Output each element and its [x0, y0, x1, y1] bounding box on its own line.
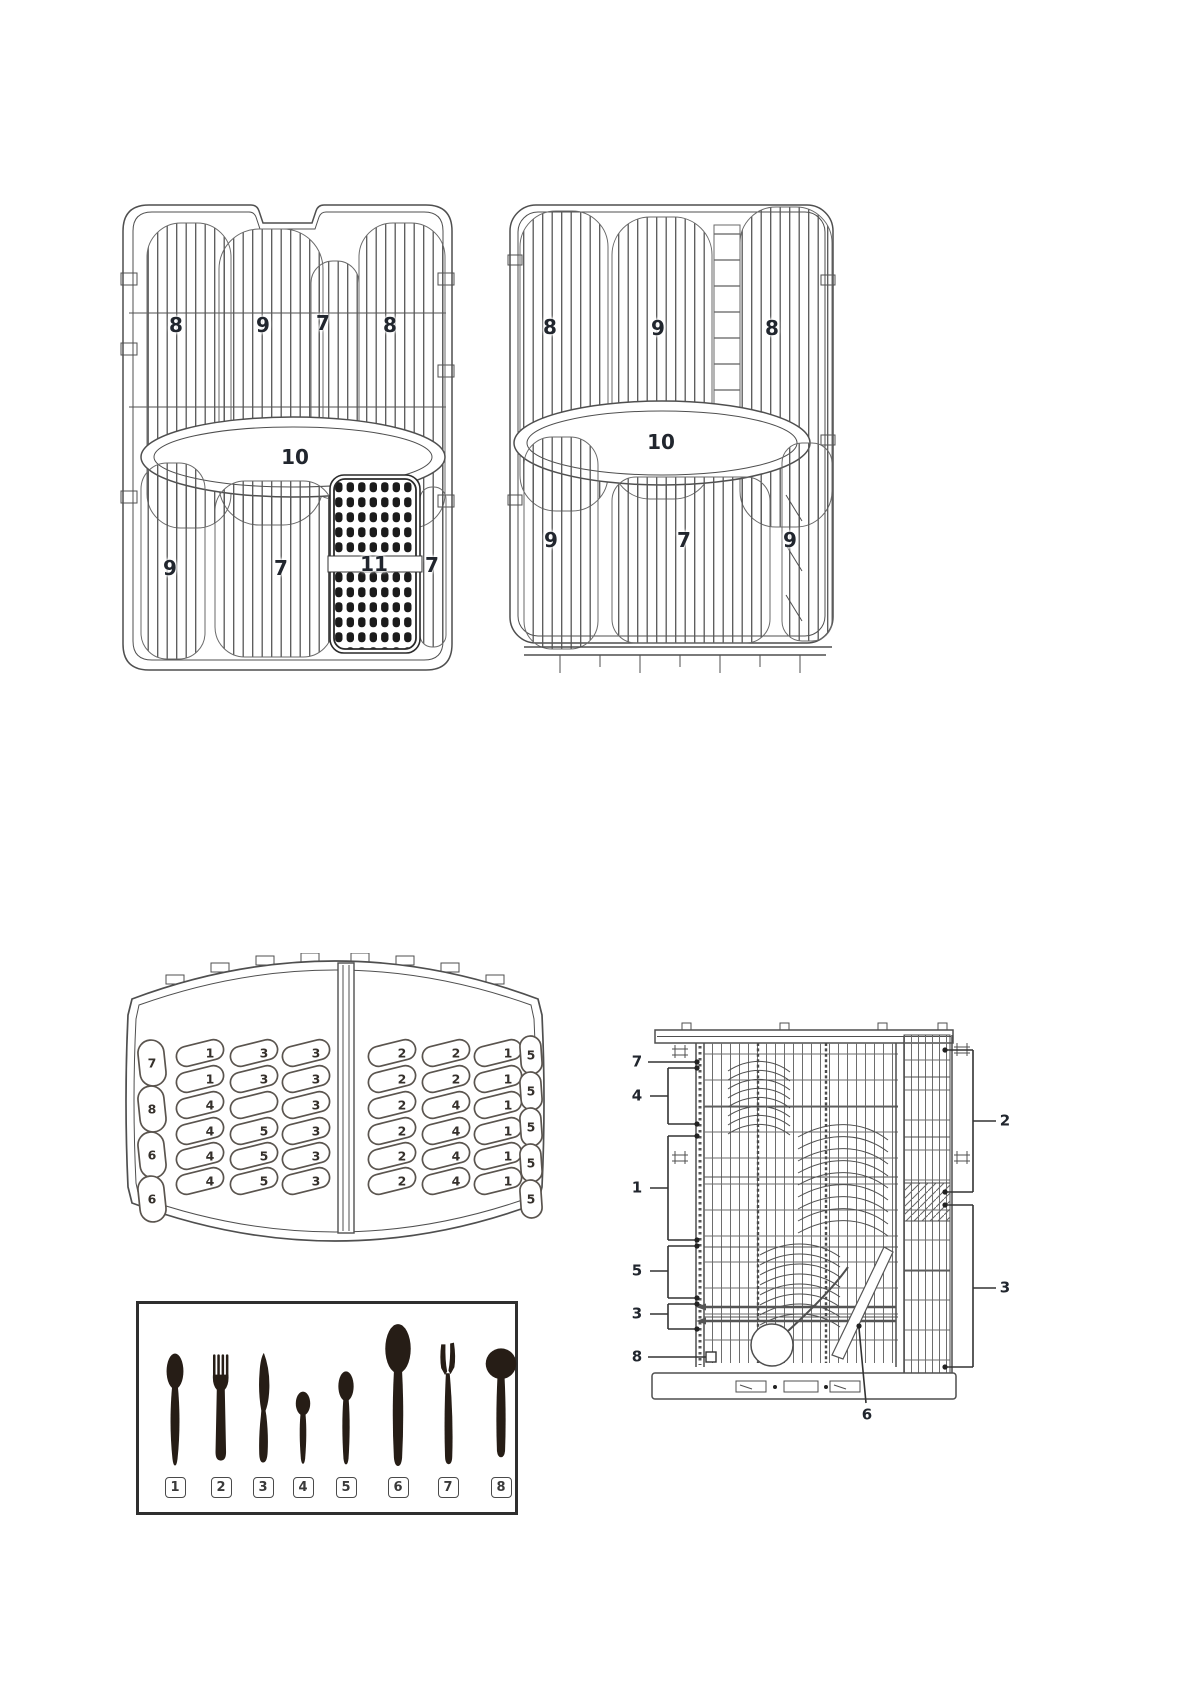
callout-label: 5	[631, 1261, 643, 1280]
tray-slot	[519, 1143, 543, 1182]
tray-slot-number: 6	[147, 1191, 157, 1207]
tray-slot	[519, 1035, 543, 1074]
callout-label: 6	[861, 1405, 873, 1424]
tray-slot-number: 5	[259, 1123, 269, 1139]
legend-number: 5	[336, 1477, 357, 1498]
tray-slot-number: 2	[397, 1123, 407, 1139]
callout-label: 1	[631, 1178, 643, 1197]
zone-label: 7	[274, 556, 288, 580]
tray-slot-number: 1	[503, 1123, 513, 1139]
tray-slot-number: 4	[205, 1123, 215, 1139]
tray-slot-number: 3	[311, 1097, 321, 1113]
rack-left-diagram	[115, 195, 460, 680]
zone-label: 8	[765, 316, 779, 340]
tray-slot-number: 6	[147, 1147, 157, 1163]
tray-slot-number: 2	[397, 1097, 407, 1113]
tray-slot-number: 2	[397, 1173, 407, 1189]
tray-slot-number: 1	[503, 1071, 513, 1087]
cutlery-tray-art	[120, 953, 550, 1243]
tray-slot-number: 5	[259, 1173, 269, 1189]
legend-item	[431, 1337, 465, 1498]
tray-slot	[137, 1131, 168, 1179]
tray-slot-number: 4	[451, 1097, 461, 1113]
legend-number: 4	[293, 1477, 314, 1498]
cutlery-legend-box	[136, 1301, 518, 1515]
legend-number: 3	[253, 1477, 274, 1498]
legend-number: 1	[165, 1477, 186, 1498]
tray-slot-number: 5	[526, 1119, 536, 1135]
teaspoon-icon	[286, 1389, 320, 1469]
tray-slot-number: 3	[259, 1071, 269, 1087]
tray-slot-number: 2	[451, 1071, 461, 1087]
zone-label: 10	[647, 430, 675, 454]
tray-slot-number: 3	[311, 1045, 321, 1061]
callout-label: 4	[631, 1086, 643, 1105]
legend-item	[286, 1389, 320, 1498]
tablespoon-icon	[158, 1351, 192, 1469]
serving-fork-icon	[431, 1337, 465, 1469]
legend-number: 8	[491, 1477, 512, 1498]
tray-slot-number: 3	[311, 1173, 321, 1189]
callout-label: 3	[631, 1304, 643, 1323]
tray-slot	[137, 1175, 168, 1223]
legend-item	[329, 1369, 363, 1498]
fork-icon	[204, 1351, 238, 1469]
tray-slot-number: 4	[205, 1173, 215, 1189]
tray-slot-number: 4	[451, 1148, 461, 1164]
tray-slot-number: 1	[503, 1173, 513, 1189]
tray-slot	[137, 1039, 168, 1087]
legend-item	[204, 1351, 238, 1498]
zone-label: 7	[316, 311, 330, 335]
tray-slot-number: 4	[205, 1148, 215, 1164]
tray-slot-number: 3	[311, 1148, 321, 1164]
zone-label: 8	[169, 313, 183, 337]
tray-slot-number: 4	[451, 1123, 461, 1139]
zone-label: 9	[544, 528, 558, 552]
callout-label: 2	[999, 1111, 1011, 1130]
legend-item	[481, 1343, 521, 1498]
legend-item	[246, 1349, 280, 1498]
rack-right-diagram	[500, 195, 845, 675]
tray-slot-number: 4	[451, 1173, 461, 1189]
zone-label: 8	[383, 313, 397, 337]
zone-label: 9	[256, 313, 270, 337]
cutlery-tray-diagram	[120, 953, 550, 1243]
tray-slot-number: 2	[451, 1045, 461, 1061]
callout-label: 8	[631, 1347, 643, 1366]
legend-number: 6	[388, 1477, 409, 1498]
tray-slot-number: 8	[147, 1101, 157, 1117]
zone-label: 8	[543, 315, 557, 339]
tray-slot-number: 2	[397, 1148, 407, 1164]
tray-slot-number: 5	[526, 1191, 536, 1207]
zone-label: 9	[163, 556, 177, 580]
zone-label: 7	[677, 528, 691, 552]
tray-slot-number: 5	[526, 1155, 536, 1171]
tray-slot	[519, 1179, 543, 1218]
tray-slot-number: 1	[503, 1148, 513, 1164]
zone-label: 9	[783, 528, 797, 552]
tray-slot-number: 5	[259, 1148, 269, 1164]
tray-slot	[519, 1071, 543, 1110]
tray-slot-number: 3	[259, 1045, 269, 1061]
callout-label: 3	[999, 1278, 1011, 1297]
zone-label: 10	[281, 445, 309, 469]
legend-item	[378, 1323, 418, 1498]
tray-slot-number: 1	[205, 1071, 215, 1087]
zone-label: 9	[651, 316, 665, 340]
tray-slot-number: 1	[503, 1045, 513, 1061]
ladle-icon	[481, 1343, 521, 1469]
callout-label: 7	[631, 1052, 643, 1071]
front-view-diagram	[600, 1015, 1040, 1435]
tray-slot	[137, 1085, 168, 1133]
knife-icon	[246, 1349, 280, 1469]
zone-label: 11	[360, 552, 388, 576]
serving-spoon-icon	[378, 1323, 418, 1469]
tray-slot	[519, 1107, 543, 1146]
zone-label: 7	[425, 553, 439, 577]
legend-number: 7	[438, 1477, 459, 1498]
dessert-spoon-icon	[329, 1369, 363, 1469]
legend-number: 2	[211, 1477, 232, 1498]
tray-slot-number: 5	[526, 1047, 536, 1063]
tray-slot-number: 4	[205, 1097, 215, 1113]
tray-slot-number: 1	[503, 1097, 513, 1113]
tray-slot-number: 2	[397, 1045, 407, 1061]
tray-slot-number: 5	[526, 1083, 536, 1099]
legend-item	[158, 1351, 192, 1498]
tray-slot-number: 7	[147, 1055, 157, 1071]
tray-slot-number: 3	[311, 1071, 321, 1087]
tray-divider	[338, 963, 354, 1233]
tray-slot-number: 3	[311, 1123, 321, 1139]
tray-slot-number: 1	[205, 1045, 215, 1061]
rack-left-art	[115, 195, 460, 680]
tray-slot-number: 2	[397, 1071, 407, 1087]
front-view-art	[600, 1015, 1040, 1435]
